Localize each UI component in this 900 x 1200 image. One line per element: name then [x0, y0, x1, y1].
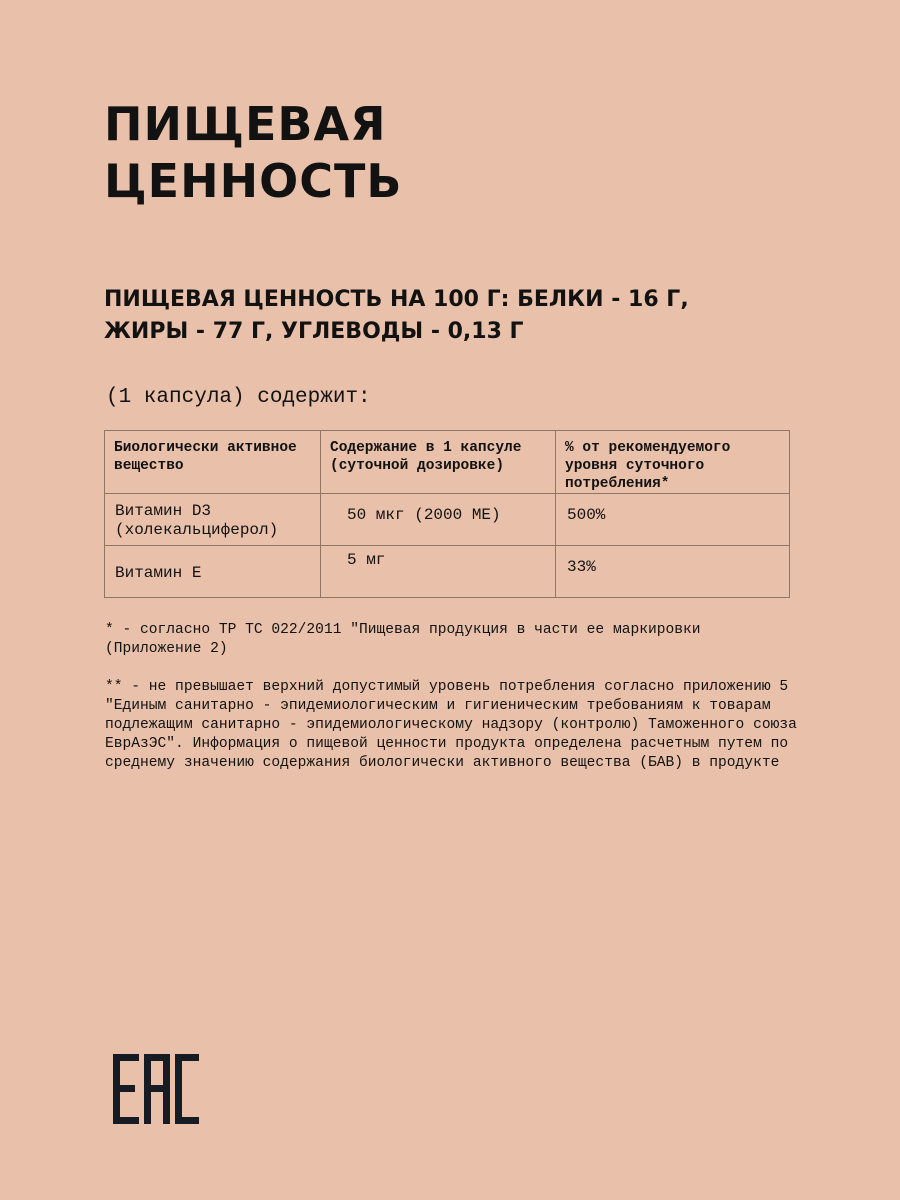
cell-percent: 33% [556, 546, 790, 598]
header-amount: Содержание в 1 капсуле (суточной дозировке) [321, 431, 556, 494]
eac-mark-icon [113, 1054, 199, 1124]
nutrition-table [104, 430, 790, 598]
nutrition-summary: ПИЩЕВАЯ ЦЕННОСТЬ НА 100 Г: БЕЛКИ - 16 Г, ЖИРЫ - 77 Г, УГЛЕВОДЫ - 0,13 Г [104, 287, 689, 344]
cell-amount: 50 мкг (2000 МЕ) [321, 494, 556, 546]
cell-percent: 500% [556, 494, 790, 546]
header-percent: % от рекомендуемого уровня суточного потребления* [556, 431, 790, 494]
header-substance: Биологически активное вещество [105, 431, 321, 494]
cell-substance: Витамин Е [105, 546, 321, 598]
footnote-2: ** - не превышает верхний допустимый уровень потребления согласно приложению 5 "Единым санитарно - эпидемиологическим и гигиеническим требованиям к товарам подлежащим санитарно - эпидемиологическому надзору (контролю) Таможенного союза ЕврАзЭС". Информация о пищевой ценности продукта определена расчетным путем по среднему значению содержания биологически активного вещества (БАВ) в продукте [105, 679, 797, 771]
cell-amount: 5 мг [321, 546, 556, 598]
footnote-1: * - согласно ТР ТС 022/2011 "Пищевая продукция в части ее маркировки (Приложение 2) [105, 622, 701, 657]
table-header-row [105, 431, 790, 494]
page-title [104, 96, 402, 210]
cell-substance: Витамин D3 (холекальциферол) [105, 494, 321, 546]
eac-logo [113, 1054, 199, 1129]
title-line-1: ПИЩЕВАЯ [104, 97, 387, 151]
table-row [105, 494, 790, 546]
capsule-intro: (1 капсула) содержит: [106, 386, 371, 409]
table-row [105, 546, 790, 598]
title-line-2: ЦЕННОСТЬ [104, 154, 403, 208]
